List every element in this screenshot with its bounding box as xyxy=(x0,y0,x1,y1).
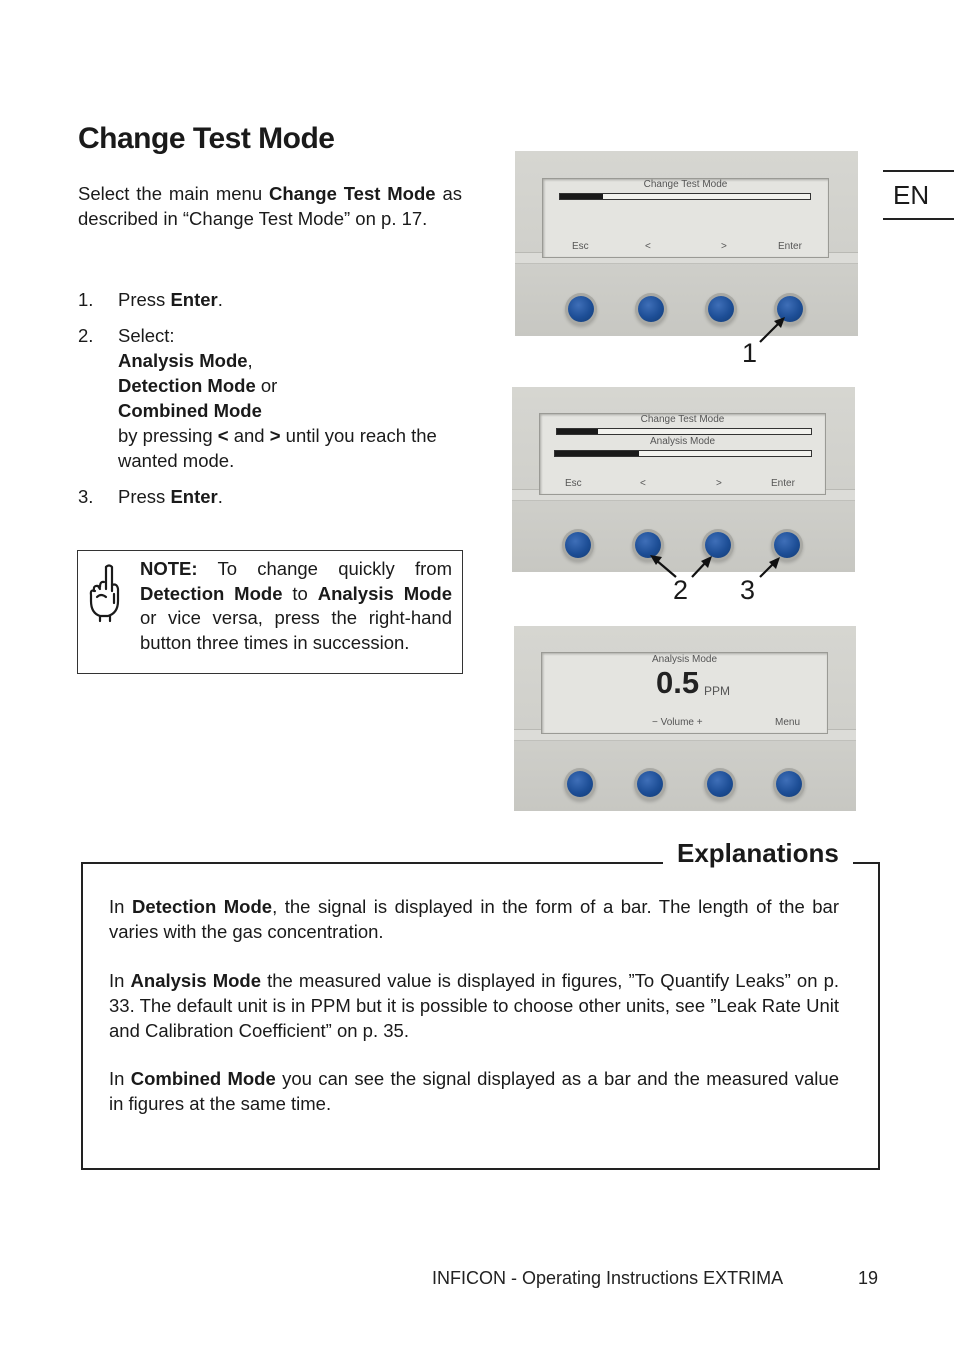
lcd-screen xyxy=(541,652,828,734)
softkey-esc-label: Esc xyxy=(565,478,582,489)
intro-paragraph xyxy=(78,181,462,231)
device-panel-1 xyxy=(515,151,858,336)
step-key: Enter xyxy=(170,486,218,507)
volume-up-button[interactable] xyxy=(637,771,663,797)
step-list xyxy=(78,287,462,520)
explanation-text: In xyxy=(109,896,132,917)
explanation-text: the measured value is displayed in figures, ”To Quantify Leaks” on p. 33. The default unit is in PPM but it is possible to choose other units, see ”Leak Rate Unit and Calibration Coefficient” on p. 35. xyxy=(109,970,839,1041)
explanations-title: Explanations xyxy=(663,838,853,869)
explanation-text: you can see the signal displayed as a bar and the measured value in figures at the same time. xyxy=(109,1068,839,1114)
explanation-text: In xyxy=(109,970,131,991)
softkey-volume-label: − Volume + xyxy=(652,717,703,728)
callout-1: 1 xyxy=(742,338,758,368)
callout-arrows-2-3 xyxy=(640,545,790,585)
note-text-part: to xyxy=(282,582,318,604)
step-text: . xyxy=(217,486,223,507)
explanation-analysis xyxy=(109,968,839,1043)
page-title: Change Test Mode xyxy=(78,122,335,155)
softkey-enter-label: Enter xyxy=(771,478,795,489)
mode-analysis: Analysis Mode xyxy=(118,350,248,371)
softkey-enter-label: Enter xyxy=(778,241,802,252)
step-text: by pressing xyxy=(118,425,218,446)
step-text: Press xyxy=(118,486,171,507)
explanation-combined xyxy=(109,1066,839,1116)
key-greater: > xyxy=(269,425,281,446)
step-key: Enter xyxy=(170,289,218,310)
page-number: 19 xyxy=(858,1268,879,1288)
esc-button[interactable] xyxy=(568,296,594,322)
lcd-screen xyxy=(539,413,826,495)
explanation-mode: Combined Mode xyxy=(130,1068,276,1089)
mode-combined: Combined Mode xyxy=(118,400,262,421)
signal-bar xyxy=(559,193,811,200)
footer-document: INFICON - Operating Instructions EXTRIMA xyxy=(432,1268,784,1288)
screen-title: Change Test Mode xyxy=(640,414,725,425)
explanation-detection xyxy=(109,894,839,944)
step-text: and xyxy=(228,425,270,446)
explanations-box xyxy=(81,862,880,1170)
step-number: 1. xyxy=(78,289,94,310)
softkey-right-label: > xyxy=(721,241,727,252)
explanation-mode: Detection Mode xyxy=(131,896,273,917)
esc-button[interactable] xyxy=(565,532,591,558)
softkey-right-label: > xyxy=(716,478,722,489)
mode-bar xyxy=(554,450,812,457)
screen-title: Analysis Mode xyxy=(651,654,718,665)
step-text: Select: xyxy=(118,325,175,346)
note-text xyxy=(140,557,452,655)
step-text: until you reach the wanted mode. xyxy=(118,425,437,471)
signal-bar-fill xyxy=(560,194,603,199)
right-button[interactable] xyxy=(708,296,734,322)
step-text: Press xyxy=(118,289,171,310)
lcd-screen xyxy=(542,178,829,258)
key-less: < xyxy=(217,425,229,446)
step-1 xyxy=(78,287,462,312)
note-mode-detection: Detection Mode xyxy=(140,582,283,604)
pointing-hand-icon xyxy=(84,561,126,623)
volume-down-button[interactable] xyxy=(567,771,593,797)
softkey-esc-label: Esc xyxy=(572,241,589,252)
intro-text: Select the main menu xyxy=(78,183,270,204)
note-box xyxy=(77,550,463,674)
unlabeled-button[interactable] xyxy=(707,771,733,797)
step-number: 2. xyxy=(78,325,94,346)
intro-menu-name: Change Test Mode xyxy=(269,183,436,204)
explanation-mode: Analysis Mode xyxy=(130,970,262,991)
step-text: . xyxy=(217,289,223,310)
step-3 xyxy=(78,484,462,509)
explanation-text: , the signal is displayed in the form of a bar. The length of the bar varies with the gas concentration. xyxy=(109,896,840,942)
mode-bar-fill xyxy=(555,451,639,456)
signal-bar xyxy=(556,428,812,435)
screen-subtitle: Analysis Mode xyxy=(649,436,716,447)
language-tab: EN xyxy=(883,170,954,220)
step-text: or xyxy=(255,375,278,396)
step-2 xyxy=(78,323,462,473)
callout-2: 2 xyxy=(673,575,689,605)
signal-bar-fill xyxy=(557,429,598,434)
softkey-left-label: < xyxy=(645,241,651,252)
measured-value: 0.5 xyxy=(656,665,700,700)
softkey-menu-label: Menu xyxy=(775,717,801,728)
screen-title: Change Test Mode xyxy=(643,179,728,190)
note-text-part: or vice versa, press the right-hand button three times in succession. xyxy=(140,607,452,653)
note-mode-analysis: Analysis Mode xyxy=(317,582,452,604)
device-panel-3 xyxy=(514,626,856,811)
measured-unit: PPM xyxy=(704,684,731,698)
callout-3: 3 xyxy=(740,575,756,605)
note-label: NOTE: xyxy=(140,558,198,579)
explanation-text: In xyxy=(109,1068,131,1089)
menu-button[interactable] xyxy=(776,771,802,797)
intro-reference: as described in “Change Test Mode” on p. 17. xyxy=(78,183,462,229)
left-button[interactable] xyxy=(638,296,664,322)
step-number: 3. xyxy=(78,486,94,507)
mode-detection: Detection Mode xyxy=(118,375,256,396)
softkey-left-label: < xyxy=(640,478,646,489)
step-text: , xyxy=(247,350,253,371)
note-text-part: To change quickly from xyxy=(197,558,452,579)
